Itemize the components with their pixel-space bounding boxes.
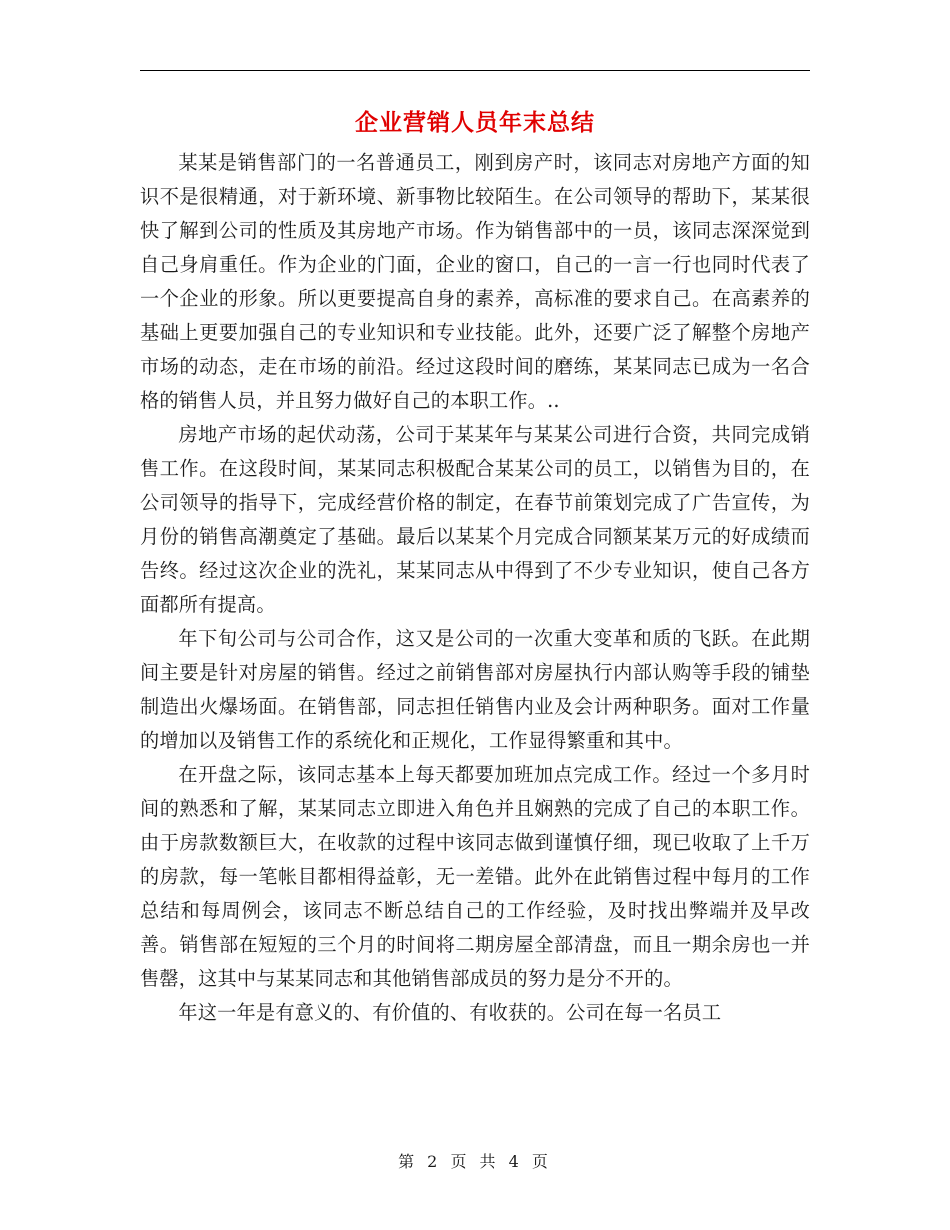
page-number-footer: 第 2 页 共 4 页 (398, 1152, 552, 1171)
paragraph-1: 某某是销售部门的一名普通员工，刚到房产时，该同志对房地产方面的知识不是很精通，对于新环境、新事物比较陌生。在公司领导的帮助下，某某很快了解到公司的性质及其房地产市场。作为销售部中的一员，该同志深深觉到自己身肩重任。作为企业的门面，企业的窗口，自己的一言一行也同时代表了一个企业的形象。所以更要提高自身的素养，高标准的要求自己。在高素养的基础上更要加强自己的专业知识和专业技能。此外，还要广泛了解整个房地产市场的动态，走在市场的前沿。经过这段时间的磨练，某某同志已成为一名合格的销售人员，并且努力做好自己的本职工作。.. (140, 151, 810, 412)
document-body (140, 146, 810, 1030)
document-title: 企业营销人员年末总结 (355, 109, 595, 136)
header-rule (140, 70, 810, 71)
paragraph-3: 年下旬公司与公司合作，这又是公司的一次重大变革和质的飞跃。在此期间主要是针对房屋的销售。经过之前销售部对房屋执行内部认购等手段的铺垫制造出火爆场面。在销售部，同志担任销售内业及会计两种职务。面对工作量的增加以及销售工作的系统化和正规化，工作显得繁重和其中。 (140, 627, 810, 752)
paragraph-4: 在开盘之际，该同志基本上每天都要加班加点完成工作。经过一个多月时间的熟悉和了解，某某同志立即进入角色并且娴熟的完成了自己的本职工作。由于房款数额巨大，在收款的过程中该同志做到谨慎仔细，现已收取了上千万的房款，每一笔帐目都相得益彰，无一差错。此外在此销售过程中每月的工作总结和每周例会，该同志不断总结自己的工作经验，及时找出弊端并及早改善。销售部在短短的三个月的时间将二期房屋全部清盘，而且一期余房也一并售罄，这其中与某某同志和其他销售部成员的努力是分不开的。 (140, 763, 810, 990)
paragraph-2: 房地产市场的起伏动荡，公司于某某年与某某公司进行合资，共同完成销售工作。在这段时间，某某同志积极配合某某公司的员工，以销售为目的，在公司领导的指导下，完成经营价格的制定，在春节前策划完成了广告宣传，为月份的销售高潮奠定了基础。最后以某某个月完成合同额某某万元的好成绩而告终。经过这次企业的洗礼，某某同志从中得到了不少专业知识，使自己各方面都所有提高。 (140, 423, 810, 616)
paragraph-5: 年这一年是有意义的、有价值的、有收获的。公司在每一名员工 (178, 1001, 722, 1024)
